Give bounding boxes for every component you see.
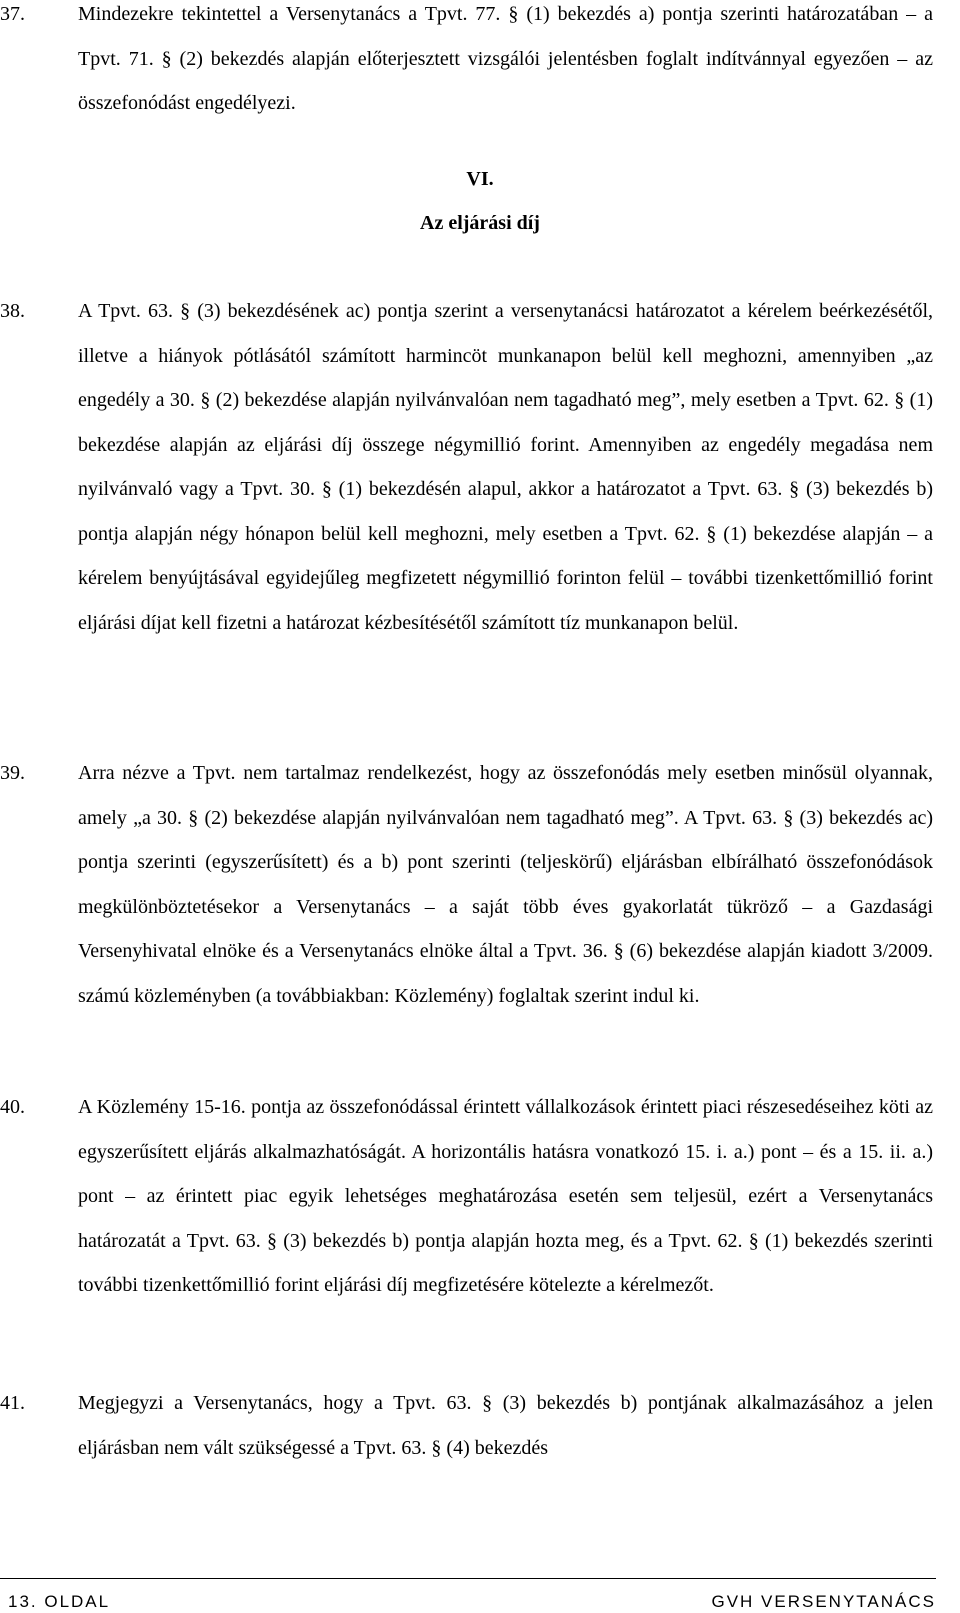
paragraph-38	[0, 289, 936, 645]
paragraph-text: Arra nézve a Tpvt. nem tartalmaz rendelkezést, hogy az összefonódás mely esetben minősül olyannak, amely „a 30. § (2) bekezdése alapján nyilvánvalóan nem tagadható meg”. A Tpvt. 63. § (3) bekezdés ac) pontja szerinti (egyszerűsített) és a b) pont szerinti (teljeskörű) eljárásban elbírálható összefonódások megkülönböztetésekor a Versenytanács – a saját több éves gyakorlatát tükröző – a Gazdasági Versenyhivatal elnöke és a Versenytanács elnöke által a Tpvt. 36. § (6) bekezdése alapján kiadott 3/2009. számú közleményben (a továbbiakban: Közlemény) foglaltak szerint indul ki.	[78, 762, 933, 1007]
paragraph-text: A Tpvt. 63. § (3) bekezdésének ac) pontja szerint a versenytanácsi határozatot a kérelem beérkezésétől, illetve a hiányok pótlásától számított harmincöt munkanapon belül kell meghozni, amennyiben „az engedély a 30. § (2) bekezdése alapján nyilvánvalóan nem tagadható meg”, mely esetben a Tpvt. 62. § (1) bekezdése alapján az eljárási díj összege négymillió forint. Amennyiben az engedély megadása nem nyilvánvaló vagy a Tpvt. 30. § (1) bekezdésén alapul, akkor a határozatot a Tpvt. 63. § (3) bekezdés b) pontja alapján négy hónapon belül kell meghozni, mely esetben a Tpvt. 62. § (1) bekezdése alapján – a kérelem benyújtásával egyidejűleg megfizetett négymillió forinton felül – további tizenkettőmillió forint eljárási díjat kell fizetni a határozat kézbesítésétől számított tíz munkanapon belül.	[78, 300, 933, 634]
footer-organization: GVH VERSENYTANÁCS	[711, 1592, 936, 1611]
footer-divider	[0, 1578, 936, 1579]
paragraph-number: 37.	[0, 3, 25, 25]
paragraph-text: A Közlemény 15-16. pontja az összefonódással érintett vállalkozások érintett piaci részesedéseihez köti az egyszerűsített eljárás alkalmazhatóságát. A horizontális hatásra vonatkozó 15. i. a.) pont – és a 15. ii. a.) pont – az érintett piac egyik lehetséges meghatározása esetén sem teljesül, ezért a Versenytanács határozatát a Tpvt. 63. § (3) bekezdés b) pontja alapján hozta meg, és a Tpvt. 62. § (1) bekezdés szerinti további tizenkettőmillió forint eljárási díj megfizetésére kötelezte a kérelmezőt.	[78, 1096, 933, 1296]
footer-page-label: 13. OLDAL	[8, 1592, 111, 1611]
paragraph-text: Megjegyzi a Versenytanács, hogy a Tpvt. 63. § (3) bekezdés b) pontjának alkalmazásához a jelen eljárásban nem vált szükségessé a Tpvt. 63. § (4) bekezdés	[78, 1392, 933, 1459]
paragraph-39	[0, 751, 936, 1018]
section-title: Az eljárási díj	[420, 212, 540, 234]
paragraph-number: 40.	[0, 1096, 25, 1118]
paragraph-number: 41.	[0, 1392, 25, 1414]
section-numeral: VI.	[466, 168, 494, 190]
paragraph-number: 38.	[0, 300, 25, 322]
paragraph-37	[0, 0, 936, 126]
paragraph-text: Mindezekre tekintettel a Versenytanács a Tpvt. 77. § (1) bekezdés a) pontja szerinti határozatában – a Tpvt. 71. § (2) bekezdés alapján előterjesztett vizsgálói jelentésben foglalt indítvánnyal egyezően – az összefonódást engedélyezi.	[78, 3, 933, 114]
paragraph-40	[0, 1085, 936, 1308]
paragraph-number: 39.	[0, 762, 25, 784]
paragraph-41	[0, 1381, 936, 1470]
